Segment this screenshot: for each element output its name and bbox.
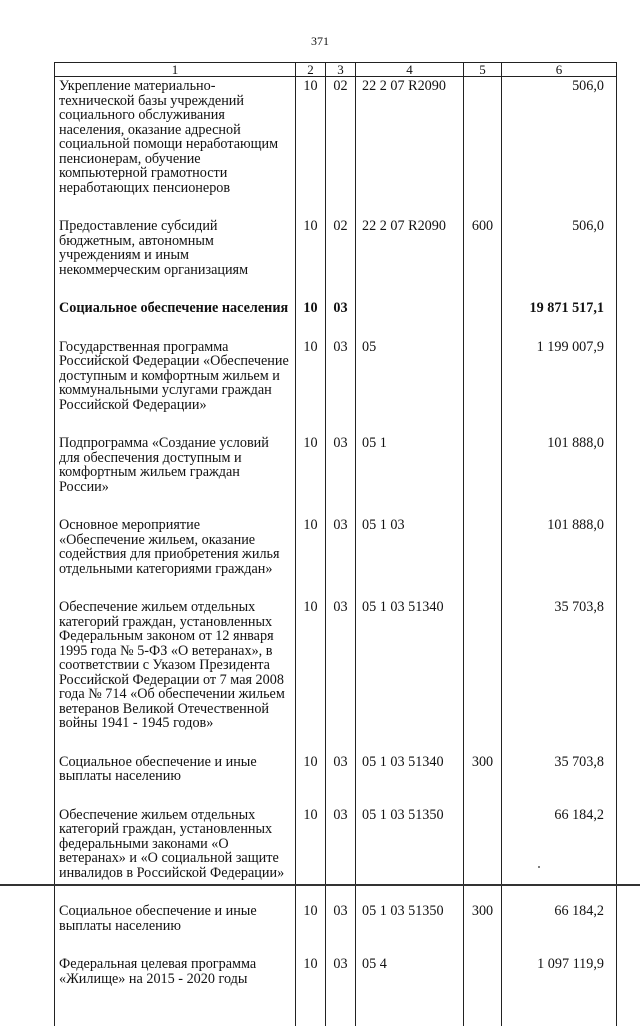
- row-amount: 19 871 517,1: [502, 277, 617, 316]
- row-amount: 101 888,0: [502, 412, 617, 494]
- row-target-code: 22 2 07 R2090: [356, 77, 464, 196]
- row-name: Социальное обеспечение населения: [55, 277, 296, 316]
- empty-cell: [326, 986, 356, 1026]
- row-section: 10: [296, 195, 326, 277]
- table-row: [55, 933, 617, 986]
- budget-table-wrapper: [54, 62, 616, 1026]
- row-section: 10: [296, 880, 326, 933]
- header-row: [55, 63, 617, 77]
- header-col-4: 4: [356, 63, 464, 77]
- table-continuation: [55, 986, 617, 1026]
- row-target-code: 05: [356, 316, 464, 413]
- page-number: 371: [0, 34, 640, 49]
- row-amount: 1 199 007,9: [502, 316, 617, 413]
- row-name: Социальное обеспечение и иные выплаты населению: [55, 731, 296, 784]
- row-name: Обеспечение жильем отдельных категорий граждан, установленных федеральными законами «О ветеранах» и «О социальной защите инвалидов в Российской Федерации»: [55, 784, 296, 881]
- table-row: [55, 576, 617, 731]
- row-name: Укрепление материально-технической базы учреждений социального обслуживания населения, оказание адресной социальной помощи неработающим пенсионерам, обучение компьютерной грамотности неработающих пенсионеров: [55, 77, 296, 196]
- budget-table: [54, 62, 617, 1026]
- row-name: Федеральная целевая программа «Жилище» на 2015 - 2020 годы: [55, 933, 296, 986]
- row-section: 10: [296, 933, 326, 986]
- row-amount: 1 097 119,9: [502, 933, 617, 986]
- row-section: 10: [296, 494, 326, 576]
- row-target-code: 22 2 07 R2090: [356, 195, 464, 277]
- empty-cell: [55, 986, 296, 1026]
- header-col-5: 5: [464, 63, 502, 77]
- row-target-code: [356, 277, 464, 316]
- row-target-code: 05 4: [356, 933, 464, 986]
- row-amount: 506,0: [502, 195, 617, 277]
- row-amount: 66 184,2: [502, 784, 617, 881]
- row-target-code: 05 1 03: [356, 494, 464, 576]
- row-name: Предоставление субсидий бюджетным, автономным учреждениям и иным некоммерческим организациям: [55, 195, 296, 277]
- table-row: [55, 195, 617, 277]
- row-amount: 35 703,8: [502, 731, 617, 784]
- row-section: 10: [296, 77, 326, 196]
- table-row: [55, 731, 617, 784]
- table-row: [55, 316, 617, 413]
- table-row: [55, 412, 617, 494]
- table-row: [55, 494, 617, 576]
- row-subsection: 03: [326, 880, 356, 933]
- page-bottom-rule: [0, 884, 640, 886]
- row-section: 10: [296, 277, 326, 316]
- row-name: Подпрограмма «Создание условий для обеспечения доступным и комфортным жильем граждан России»: [55, 412, 296, 494]
- row-subsection: 03: [326, 933, 356, 986]
- header-col-3: 3: [326, 63, 356, 77]
- row-name: Государственная программа Российской Федерации «Обеспечение доступным и комфортным жильем и коммунальными услугами граждан Российской Федерации»: [55, 316, 296, 413]
- table-row: [55, 880, 617, 933]
- row-section: 10: [296, 731, 326, 784]
- row-target-code: 05 1 03 51350: [356, 880, 464, 933]
- row-subsection: 03: [326, 576, 356, 731]
- row-subsection: 03: [326, 412, 356, 494]
- row-amount: 101 888,0: [502, 494, 617, 576]
- table-row: [55, 277, 617, 316]
- row-amount: 66 184,2: [502, 880, 617, 933]
- row-section: 10: [296, 784, 326, 881]
- row-subsection: 02: [326, 77, 356, 196]
- header-col-6: 6: [502, 63, 617, 77]
- row-expense-type: [464, 316, 502, 413]
- row-amount: 506,0: [502, 77, 617, 196]
- row-subsection: 03: [326, 731, 356, 784]
- header-col-2: 2: [296, 63, 326, 77]
- row-subsection: 03: [326, 316, 356, 413]
- empty-cell: [296, 986, 326, 1026]
- row-expense-type: [464, 277, 502, 316]
- row-expense-type: [464, 77, 502, 196]
- row-subsection: 03: [326, 784, 356, 881]
- empty-cell: [464, 986, 502, 1026]
- row-expense-type: 600: [464, 195, 502, 277]
- row-name: Основное мероприятие «Обеспечение жильем, оказание содействия для приобретения жилья отдельными категориями граждан»: [55, 494, 296, 576]
- table-row: [55, 77, 617, 196]
- row-expense-type: [464, 784, 502, 881]
- row-section: 10: [296, 576, 326, 731]
- row-target-code: 05 1 03 51350: [356, 784, 464, 881]
- row-target-code: 05 1 03 51340: [356, 576, 464, 731]
- empty-cell: [356, 986, 464, 1026]
- table-row: [55, 784, 617, 881]
- row-target-code: 05 1 03 51340: [356, 731, 464, 784]
- row-expense-type: [464, 494, 502, 576]
- row-amount: 35 703,8: [502, 576, 617, 731]
- row-expense-type: [464, 933, 502, 986]
- row-target-code: 05 1: [356, 412, 464, 494]
- row-section: 10: [296, 412, 326, 494]
- row-section: 10: [296, 316, 326, 413]
- row-name: Социальное обеспечение и иные выплаты населению: [55, 880, 296, 933]
- row-expense-type: 300: [464, 880, 502, 933]
- scan-speck: [538, 866, 540, 868]
- row-expense-type: [464, 412, 502, 494]
- row-expense-type: [464, 576, 502, 731]
- empty-cell: [502, 986, 617, 1026]
- row-subsection: 03: [326, 494, 356, 576]
- row-expense-type: 300: [464, 731, 502, 784]
- row-name: Обеспечение жильем отдельных категорий граждан, установленных Федеральным законом от 12 января 1995 года № 5-ФЗ «О ветеранах», в соответствии с Указом Президента Российской Федерации от 7 мая 2008 года № 714 «Об обеспечении жильем ветеранов Великой Отечественной войны 1941 - 1945 годов»: [55, 576, 296, 731]
- header-col-1: 1: [55, 63, 296, 77]
- row-subsection: 02: [326, 195, 356, 277]
- row-subsection: 03: [326, 277, 356, 316]
